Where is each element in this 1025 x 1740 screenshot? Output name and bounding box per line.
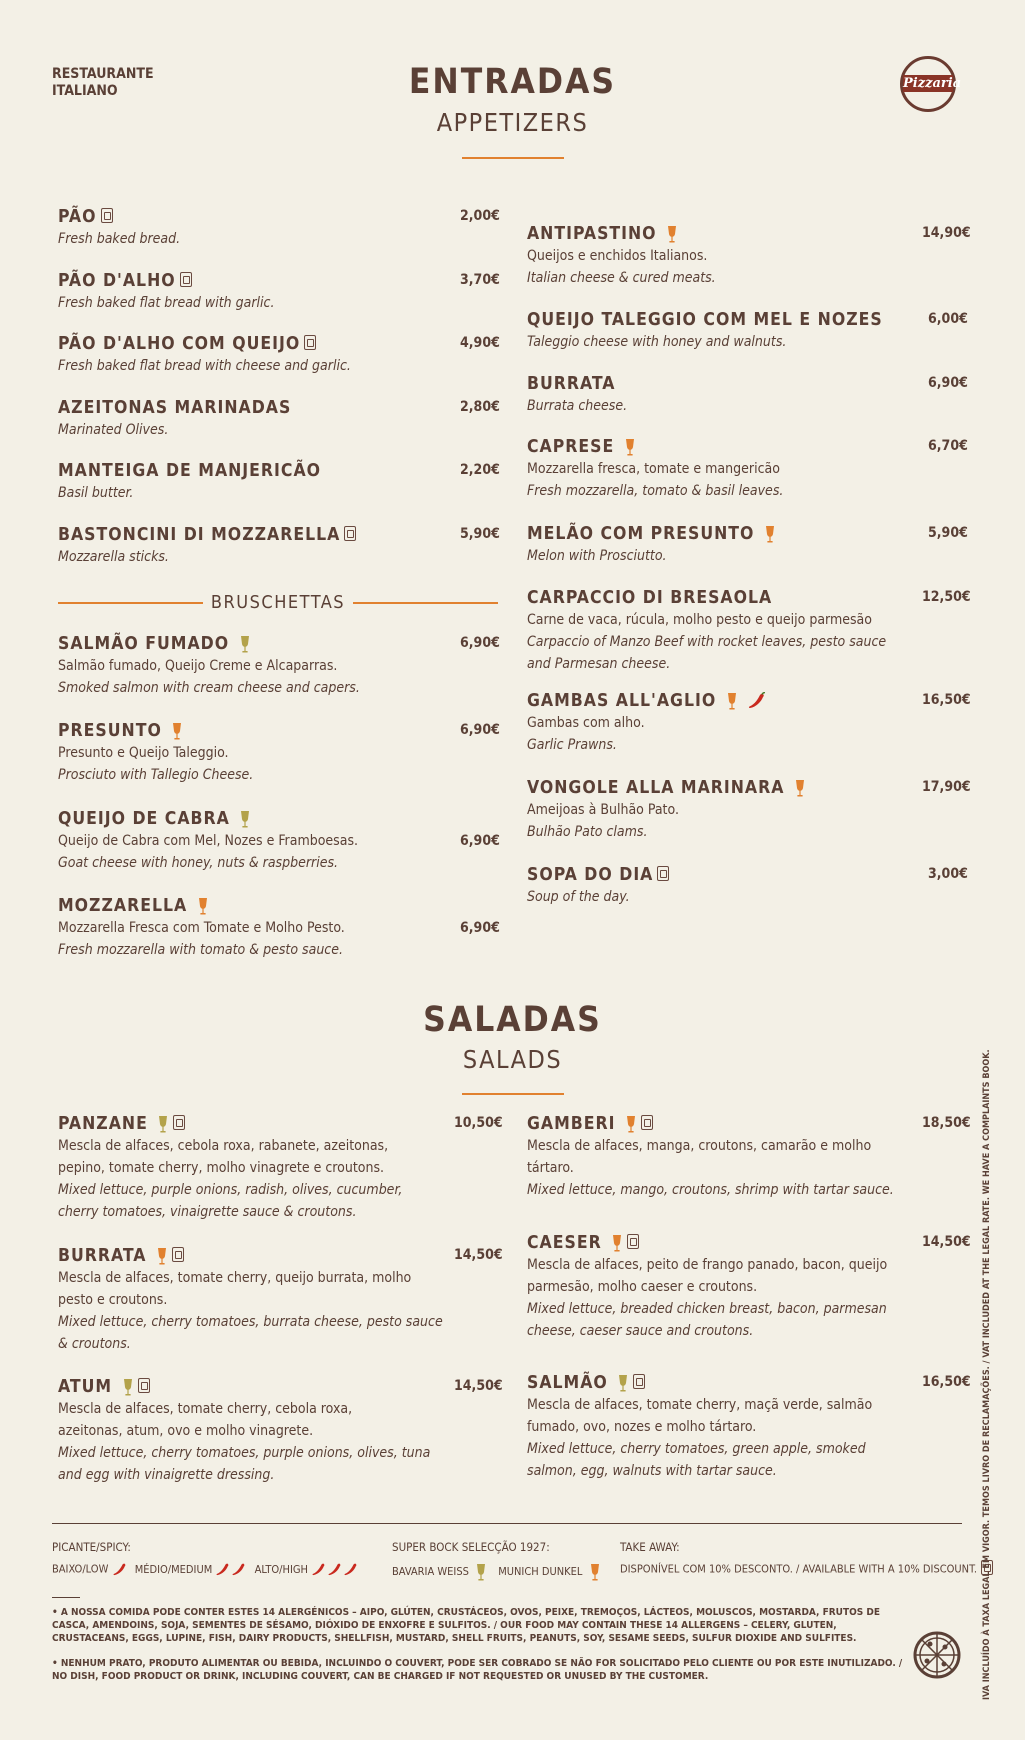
menu-item: ATUM Mescla de alfaces, tomate cherry, cebola roxa, azeitonas, atum, ovo e molho vinagrete. Mixed lettuce, cherry tomatoes, purple onions, olives, tuna and egg with vinaigrette dressing. (58, 1377, 431, 1483)
takeaway-box-icon (180, 272, 192, 287)
menu-item: BURRATA Burrata cheese. (527, 374, 628, 414)
entradas-title: ENTRADAS (408, 62, 617, 102)
menu-item: PRESUNTO Presunto e Queijo Taleggio. Prosciuto with Tallegio Cheese. (58, 721, 254, 783)
chili-icon (343, 1562, 359, 1577)
item-price: 12,50€ (922, 589, 971, 605)
item-price: 18,50€ (922, 1115, 971, 1131)
menu-item: BASTONCINI DI MOZZARELLA Mozzarella sticks. (58, 524, 356, 568)
menu-item: SOPA DO DIA Soup of the day. (527, 864, 669, 908)
takeaway-box-icon (138, 1378, 150, 1393)
takeaway-box-icon (172, 1247, 184, 1262)
spicy-legend: BAIXO/LOW MÉDIO/MEDIUM ALTO/HIGH (52, 1562, 359, 1577)
item-price: 14,50€ (454, 1247, 503, 1263)
takeaway-box-icon (657, 866, 669, 881)
chili-icon (215, 1562, 231, 1577)
menu-item: PANZANE Mescla de alfaces, cebola roxa, rabanete, azeitonas, pepino, tomate cherry, molho vinagrete e croutons. Mixed lettuce, purple onions, radish, olives, cucumber, cherry tomatoes, vinaigrette sauce & croutons. (58, 1114, 403, 1220)
orange-beer-glass-icon (611, 1234, 623, 1252)
item-price: 5,90€ (460, 526, 500, 542)
bruschettas-divider (58, 592, 498, 614)
restaurant-label: RESTAURANTE ITALIANO (52, 66, 154, 99)
footer-divider (52, 1523, 962, 1524)
pizza-icon (912, 1630, 962, 1680)
menu-item: GAMBERI Mescla de alfaces, manga, croutons, camarão e molho tártaro. Mixed lettuce, mango, croutons, shrimp with tartar sauce. (527, 1114, 894, 1198)
chili-icon (327, 1562, 343, 1577)
vat-note: IVA INCLUÍDO À TAXA LEGAL EM VIGOR. TEMOS LIVRO DE RECLAMAÇÕES. / VAT INCLUDED AT THE LEGAL RATE. WE HAVE A COMPLAINTS BOOK. (982, 1049, 992, 1700)
menu-item: CARPACCIO DI BRESAOLA Carne de vaca, rúcula, molho pesto e queijo parmesão Carpaccio of Manzo Beef with rocket leaves, pesto sauce and Parmesan cheese. (527, 588, 887, 672)
item-price: 6,90€ (928, 375, 968, 391)
menu-item: BURRATA Mescla de alfaces, tomate cherry, queijo burrata, molho pesto e croutons. Mixed lettuce, cherry tomatoes, burrata cheese, pesto sauce & croutons. (58, 1246, 443, 1352)
entradas-subtitle: APPETIZERS (436, 108, 589, 137)
item-price: 6,70€ (928, 438, 968, 454)
spicy-legend-title: PICANTE/SPICY: (52, 1540, 131, 1554)
orange-beer-glass-icon (589, 1563, 601, 1581)
olive-beer-glass-icon (157, 1115, 169, 1133)
menu-item: PÃO D'ALHO COM QUEIJO Fresh baked flat bread with cheese and garlic. (58, 334, 351, 374)
menu-item: CAPRESE Mozzarella fresca, tomate e mangericão Fresh mozzarella, tomato & basil leaves. (527, 437, 784, 499)
couvert-note: • NENHUM PRATO, PRODUTO ALIMENTAR OU BEBIDA, INCLUINDO O COUVERT, PODE SER COBRADO SE NÃO FOR SOLICITADO PELO CLIENTE OU POR ESTE INUTILIZADO. / NO DISH, FOOD PRODUCT OR DRINK, INCLUDING COUVERT, CAN BE CHARGED IF NOT REQUESTED OR UNUSED BY THE CUSTOMER. (52, 1658, 903, 1682)
item-price: 6,00€ (928, 311, 968, 327)
saladas-subtitle: SALADS (462, 1045, 563, 1074)
menu-item: PÃO Fresh baked bread. (58, 207, 181, 247)
orange-beer-glass-icon (197, 897, 209, 915)
beer-legend: BAVARIA WEISS MUNICH DUNKEL (392, 1563, 601, 1581)
chili-icon (231, 1562, 247, 1577)
orange-beer-glass-icon (794, 779, 806, 797)
item-price: 14,50€ (922, 1234, 971, 1250)
item-price: 10,50€ (454, 1115, 503, 1131)
saladas-divider (462, 1093, 564, 1095)
takeaway-note: DISPONÍVEL COM 10% DESCONTO. / AVAILABLE WITH A 10% DISCOUNT. (620, 1562, 993, 1577)
item-price: 3,70€ (460, 272, 500, 288)
orange-beer-glass-icon (171, 722, 183, 740)
menu-item: CAESER Mescla de alfaces, peito de frango panado, bacon, queijo parmesão, molho caeser e croutons. Mixed lettuce, breaded chicken breast, bacon, parmesan cheese, caeser sauce and croutons. (527, 1233, 888, 1339)
item-price: 14,50€ (454, 1378, 503, 1394)
item-price: 2,00€ (460, 208, 500, 224)
olive-beer-glass-icon (122, 1378, 134, 1396)
orange-beer-glass-icon (156, 1247, 168, 1265)
item-price: 5,90€ (928, 525, 968, 541)
orange-beer-glass-icon (666, 225, 678, 243)
item-price: 6,90€ (460, 920, 500, 936)
takeaway-title: TAKE AWAY: (620, 1540, 680, 1554)
menu-item: VONGOLE ALLA MARINARA Ameijoas à Bulhão Pato. Bulhão Pato clams. (527, 777, 806, 843)
item-price: 17,90€ (922, 779, 971, 795)
olive-beer-glass-icon (475, 1563, 487, 1581)
olive-beer-glass-icon (617, 1374, 629, 1392)
takeaway-box-icon (641, 1115, 653, 1130)
menu-item: AZEITONAS MARINADAS Marinated Olives. (58, 398, 292, 438)
item-price: 2,20€ (460, 462, 500, 478)
chili-icon (112, 1562, 128, 1577)
takeaway-box-icon (627, 1234, 639, 1249)
item-price: 14,90€ (922, 225, 971, 241)
orange-beer-glass-icon (764, 525, 776, 543)
allergens-note: • A NOSSA COMIDA PODE CONTER ESTES 14 ALERGÉNICOS – AIPO, GLÚTEN, CRUSTÁCEOS, OVOS, PEIXE, TREMOÇOS, LÁCTEOS, MOLUSCOS, MOSTARDA, FRUTOS DE CASCA, AMENDOINS, SOJA, SEMENTES DE SÉSAMO, DIÓXIDO DE ENXOFRE E SULFITOS. / OUR FOOD MAY CONTAIN THESE 14 ALLERGENS – CELERY, GLUTEN, CRUSTACEANS, EGGS, LUPINE, FISH, DAIRY PRODUCTS, SHELLFISH, MUSTARD, SHELL FRUITS, PEANUTS, SOY, SESAME SEEDS, SULFUR DIOXIDE AND SULFITES. (52, 1607, 880, 1644)
menu-item: MELÃO COM PRESUNTO Melon with Prosciutto. (527, 523, 776, 567)
item-price: 16,50€ (922, 692, 971, 708)
menu-item: QUEIJO TALEGGIO COM MEL E NOZES Taleggio cheese with honey and walnuts. (527, 310, 883, 350)
notes-divider (52, 1597, 80, 1598)
item-price: 4,90€ (460, 335, 500, 351)
bruschettas-label: BRUSCHETTAS (210, 592, 346, 613)
takeaway-box-icon (304, 335, 316, 350)
olive-beer-glass-icon (239, 635, 251, 653)
item-price: 16,50€ (922, 1374, 971, 1390)
menu-item: SALMÃO FUMADO Salmão fumado, Queijo Creme e Alcaparras. Smoked salmon with cream cheese and capers. (58, 634, 360, 696)
takeaway-box-icon (101, 208, 113, 223)
chili-icon (747, 692, 767, 710)
menu-item: MOZZARELLA Mozzarella Fresca com Tomate e Molho Pesto. Fresh mozzarella with tomato & pesto sauce. (58, 896, 345, 958)
entradas-divider (462, 157, 564, 159)
menu-item: GAMBAS ALL'AGLIO Gambas com alho. Garlic Prawns. (527, 690, 767, 756)
item-price: 2,80€ (460, 399, 500, 415)
menu-item: MANTEIGA DE MANJERICÃO Basil butter. (58, 461, 322, 501)
orange-beer-glass-icon (624, 438, 636, 456)
menu-item: QUEIJO DE CABRA Queijo de Cabra com Mel, Nozes e Framboesas. Goat cheese with honey, nuts & raspberries. (58, 809, 359, 871)
item-price: 6,90€ (460, 722, 500, 738)
menu-item: PÃO D'ALHO Fresh baked flat bread with garlic. (58, 271, 275, 311)
takeaway-box-icon (633, 1374, 645, 1389)
saladas-title: SALADAS (423, 1000, 602, 1040)
pizzaria-logo: Pizzaria (900, 56, 956, 112)
item-price: 6,90€ (460, 635, 500, 651)
chili-icon (311, 1562, 327, 1577)
orange-beer-glass-icon (726, 692, 738, 710)
beer-legend-title: SUPER BOCK SELECÇÃO 1927: (392, 1540, 550, 1554)
item-price: 3,00€ (928, 866, 968, 882)
takeaway-box-icon (344, 526, 356, 541)
olive-beer-glass-icon (239, 810, 251, 828)
orange-beer-glass-icon (625, 1115, 637, 1133)
takeaway-box-icon (173, 1115, 185, 1130)
menu-item: ANTIPASTINO Queijos e enchidos Italianos. Italian cheese & cured meats. (527, 224, 716, 286)
item-price: 6,90€ (460, 833, 500, 849)
menu-item: SALMÃO Mescla de alfaces, tomate cherry, maçã verde, salmão fumado, ovo, nozes e molho tártaro. Mixed lettuce, cherry tomatoes, green apple, smoked salmon, egg, walnuts with tartar sauce. (527, 1373, 873, 1479)
